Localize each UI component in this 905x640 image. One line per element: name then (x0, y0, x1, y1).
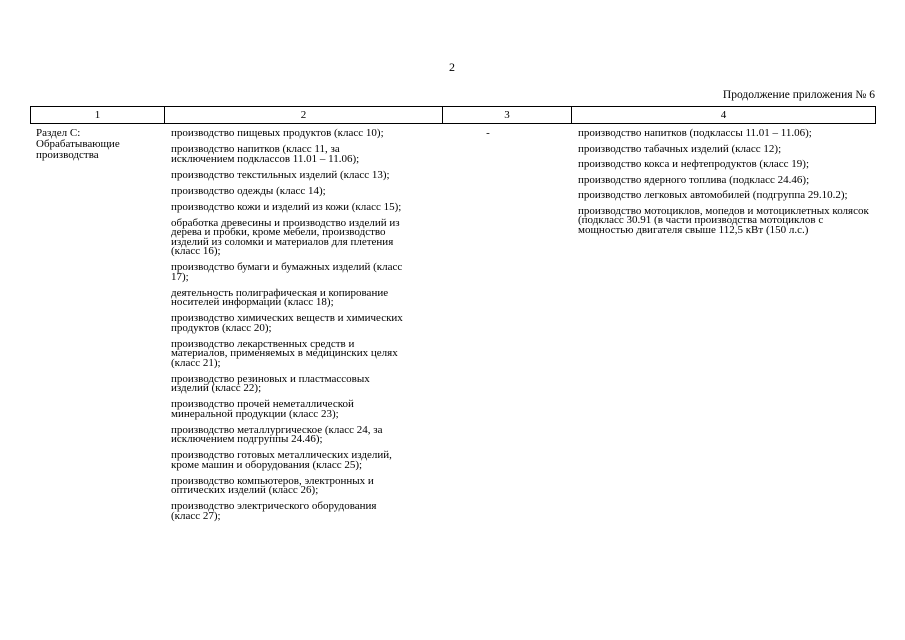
appendix-continuation-label: Продолжение приложения № 6 (722, 89, 875, 101)
column-header-1: 1 (94, 109, 101, 121)
column-header-4: 4 (720, 109, 727, 121)
list-item: производство электрического оборудования (класс 27); (171, 500, 377, 522)
list-item: деятельность полиграфическая и копирование носителей информации (класс 18); (171, 286, 389, 309)
list-item: производство бумаги и бумажных изделий (класс 17); (171, 261, 403, 283)
table-header-row (30, 106, 876, 124)
list-item: производство напитков (подклассы 11.01 – 11.06); (578, 127, 812, 139)
list-item: производство резиновых и пластмассовых изделий (класс 22); (171, 372, 370, 394)
list-item: производство компьютеров, электронных и оптических изделий (класс 26); (171, 474, 374, 496)
column-header-2: 2 (300, 109, 307, 121)
list-item: производство легковых автомобилей (подгруппа 29.10.2); (578, 189, 848, 202)
list-item: производство прочей неметаллической минеральной продукции (класс 23); (171, 398, 354, 420)
industry-list-column-4 (578, 129, 870, 241)
list-item: производство напитков (класс 11, за исключением подклассов 11.01 – 11.06); (171, 143, 360, 165)
list-item: производство химических веществ и химических продуктов (класс 20); (171, 312, 403, 334)
list-item: производство кожи и изделий из кожи (класс 15); (171, 200, 402, 213)
list-item: производство металлургическое (класс 24, за исключением подгруппы 24.46); (171, 423, 383, 445)
list-item: производство текстильных изделий (класс 13); (171, 168, 390, 181)
list-item: производство табачных изделий (класс 12); (578, 142, 782, 155)
list-item: производство мотоциклов, мопедов и мотоциклетных колясок (подкласс 30.91 (в части производства мотоциклов с мощностью двигателя свыше 112,5 кВт (150 л.с.) (578, 204, 869, 236)
list-item: производство готовых металлических изделий, кроме машин и оборудования (класс 25); (171, 449, 392, 471)
section-title: Раздел С: Обрабатывающие производства (36, 127, 120, 161)
list-item: производство ядерного топлива (подкласс 24.46); (578, 173, 810, 186)
list-item: производство кокса и нефтепродуктов (класс 19); (578, 158, 810, 171)
list-item: производство одежды (класс 14); (171, 184, 326, 197)
table-border-right (875, 107, 876, 123)
list-item: обработка древесины и производство изделий из дерева и пробки, кроме мебели, производство изделий из соломки и материалов для плетения (класс 16); (171, 216, 400, 258)
column-3-value: - (486, 127, 490, 139)
page-number: 2 (449, 60, 455, 74)
list-item: производство пищевых продуктов (класс 10); (171, 127, 384, 139)
list-item: производство лекарственных средств и материалов, применяемых в медицинских целях (класс 21); (171, 337, 398, 369)
industry-list-column-2 (171, 129, 403, 528)
column-header-3: 3 (504, 109, 510, 121)
